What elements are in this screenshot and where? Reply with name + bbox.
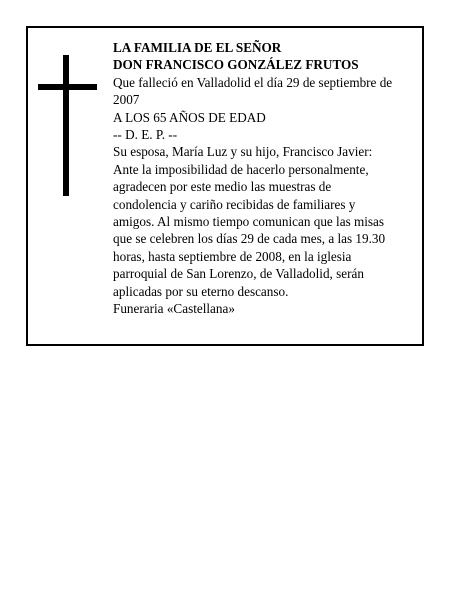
family-line: Su esposa, María Luz y su hijo, Francisco Javier: — [113, 144, 373, 160]
obituary-text — [113, 39, 395, 318]
heading-line-1: LA FAMILIA DE EL SEÑOR — [113, 40, 282, 55]
funeral-home: Funeraria «Castellana» — [113, 301, 235, 317]
body-paragraph: Ante la imposibilidad de hacerlo personalmente, agradecen por este medio las muestras de condolencia y cariño recibidas de familiares y amigos. Al mismo tiempo comunican que las misas que se celebren los días 29 de cada mes, a las 19.30 horas, hasta septiembre de 2008, en la iglesia parroquial de San Lorenzo, de Valladolid, serán aplicadas por su eterno descanso. — [113, 161, 386, 299]
rip-line: -- D. E. P. -- — [113, 127, 178, 143]
age-line: A LOS 65 AÑOS DE EDAD — [113, 109, 266, 125]
death-info: Que falleció en Valladolid el día 29 de septiembre de 2007 — [113, 74, 393, 108]
heading-line-2: DON FRANCISCO GONZÁLEZ FRUTOS — [113, 57, 359, 73]
cross-horizontal-bar — [38, 84, 97, 90]
cross-vertical-bar — [63, 55, 69, 196]
